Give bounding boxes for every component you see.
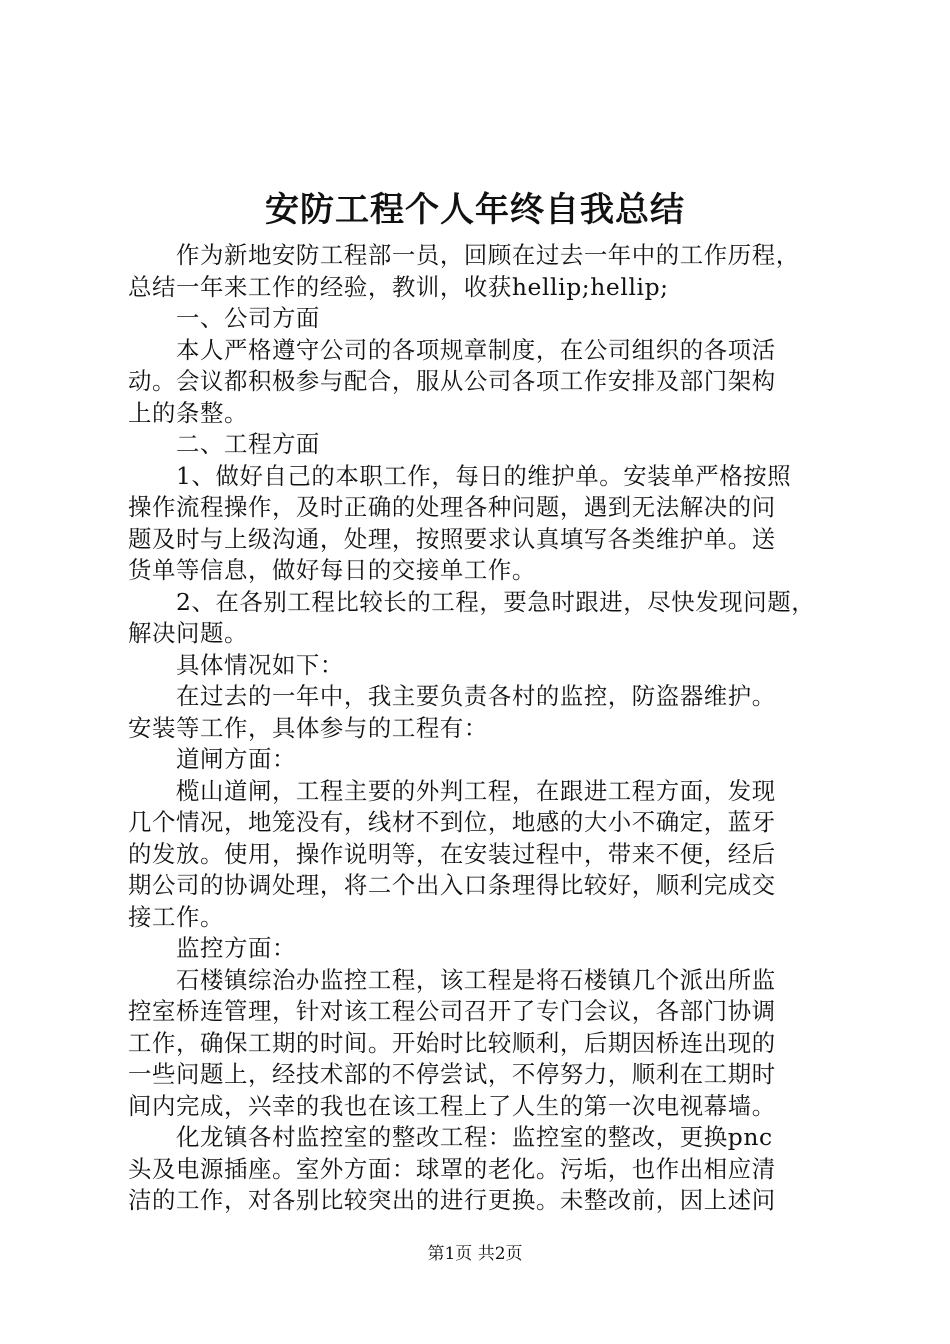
text-line: 货单等信息，做好每日的交接单工作。 bbox=[128, 556, 536, 584]
text-line: 一、公司方面 bbox=[128, 304, 320, 332]
text-line: 间内完成，兴幸的我也在该工程上了人生的第一次电视幕墙。 bbox=[128, 1091, 776, 1120]
text-line: 一些问题上，经技术部的不停尝试，不停努力，顺利在工期时 bbox=[128, 1060, 776, 1088]
text-line: 期公司的协调处理，将二个出入口条理得比较好，顺利完成交 bbox=[128, 871, 776, 899]
text-line: 控室桥连管理，针对该工程公司召开了专门会议，各部门协调 bbox=[128, 997, 776, 1025]
text-line: 2、在各别工程比较长的工程，要急时跟进，尽快发现问题， bbox=[128, 587, 816, 616]
text-line: 几个情况，地笼没有，线材不到位，地感的大小不确定，蓝牙 bbox=[128, 808, 776, 836]
text-line: 洁的工作，对各别比较突出的进行更换。未整改前，因上述问 bbox=[128, 1186, 776, 1214]
text-line: 在过去的一年中，我主要负责各村的监控，防盗器维护。 bbox=[128, 682, 776, 710]
text-line: 工作，确保工期的时间。开始时比较顺利，后期因桥连出现的 bbox=[128, 1028, 776, 1057]
text-line: 解决问题。 bbox=[128, 619, 248, 647]
text-line: 本人严格遵守公司的各项规章制度，在公司组织的各项活 bbox=[128, 335, 776, 364]
text-line: 操作流程操作，及时正确的处理各种问题，遇到无法解决的问 bbox=[128, 493, 776, 521]
text-line: 总结一年来工作的经验，教训，收获hellip;hellip; bbox=[128, 272, 669, 301]
text-line: 道闸方面： bbox=[128, 745, 296, 773]
text-line: 1、做好自己的本职工作，每日的维护单。安装单严格按照 bbox=[128, 461, 792, 490]
text-line: 作为新地安防工程部一员，回顾在过去一年中的工作历程， bbox=[128, 241, 800, 269]
text-line: 上的条整。 bbox=[128, 398, 248, 427]
text-line: 榄山道闸，工程主要的外判工程，在跟进工程方面，发现 bbox=[128, 776, 776, 805]
text-line: 二、工程方面 bbox=[128, 430, 320, 458]
text-line: 监控方面： bbox=[128, 934, 296, 962]
page-footer: 第1页 共2页 bbox=[427, 1244, 523, 1264]
text-line: 动。会议都积极参与配合，服从公司各项工作安排及部门架构 bbox=[128, 367, 776, 395]
text-line: 头及电源插座。室外方面：球罩的老化。污垢，也作出相应清 bbox=[128, 1154, 776, 1183]
text-line: 题及时与上级沟通，处理，按照要求认真填写各类维护单。送 bbox=[128, 524, 776, 553]
text-line: 的发放。使用，操作说明等，在安装过程中，带来不便，经后 bbox=[128, 839, 776, 868]
text-line: 安装等工作，具体参与的工程有： bbox=[128, 713, 488, 742]
document-title: 安防工程个人年终自我总结 bbox=[265, 190, 685, 230]
text-line: 化龙镇各村监控室的整改工程：监控室的整改，更换pnc bbox=[128, 1123, 773, 1151]
text-line: 石楼镇综治办监控工程，该工程是将石楼镇几个派出所监 bbox=[128, 965, 776, 994]
text-line: 接工作。 bbox=[128, 902, 224, 931]
document-body bbox=[128, 240, 838, 1217]
text-line: 具体情况如下： bbox=[128, 650, 344, 679]
